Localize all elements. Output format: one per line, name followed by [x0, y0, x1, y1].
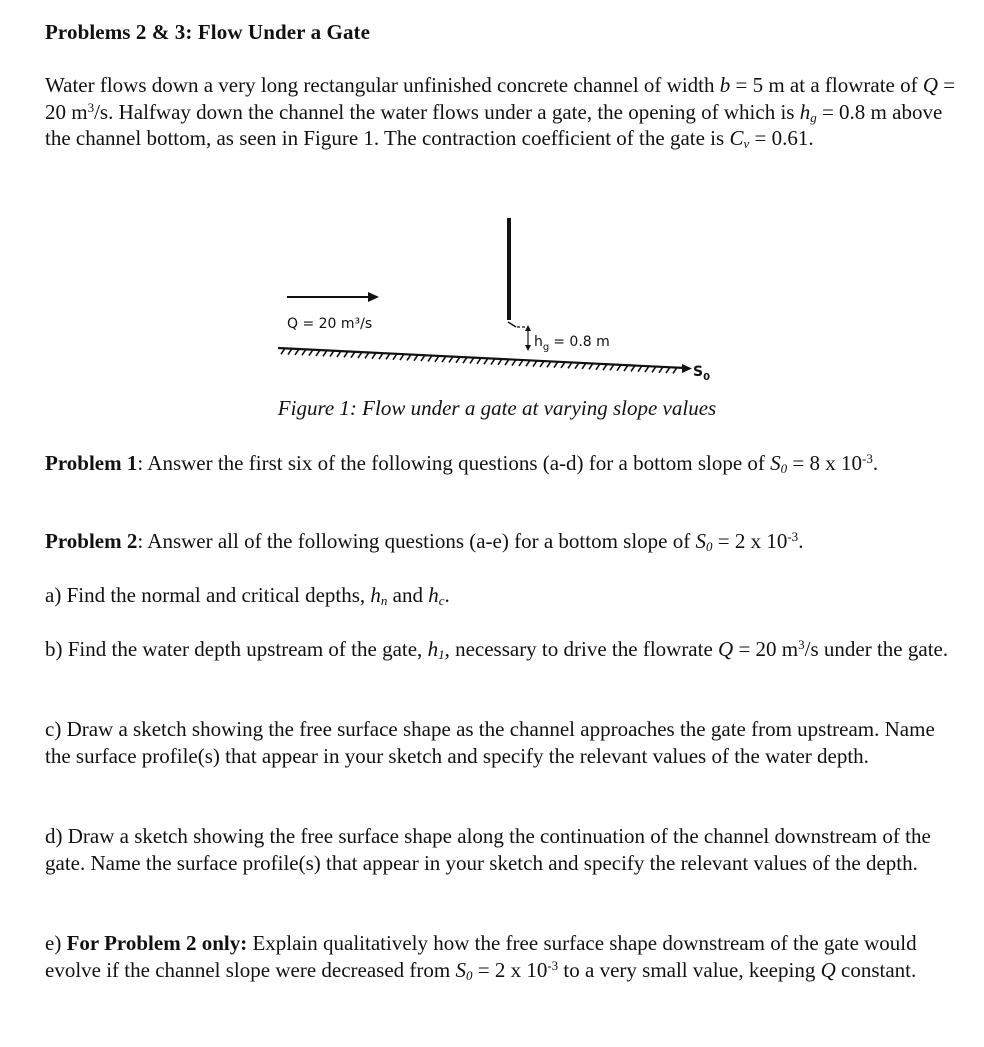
slope-label: $S_0$	[693, 364, 711, 383]
intro-paragraph: Water flows down a very long rectangular unfinished concrete channel of width b = 5 m at a flowrate of Q = 20 $m^3/s$. Halfway down the channel the water flows under a gate, the opening of which is $h_g = 0.8$ m above the channel bottom, as seen in Figure 1. The contraction coefficient of the gate is $C_v = 0.61$.	[45, 73, 956, 151]
problem-1: Problem 1: Answer the first six of the following questions (a-d) for a bottom slope of $S_0 = 8$ x $10^{-3}$.	[45, 451, 879, 476]
figure-caption: Figure 1: Flow under a gate at varying slope values	[277, 396, 717, 420]
question-d: d) Draw a sketch showing the free surface shape along the continuation of the channel downstream of the gate. Name the surface profile(s) that appear in your sketch and specify the relevant values of the depth.	[45, 824, 931, 875]
question-e: e) For Problem 2 only: Explain qualitatively how the free surface shape downstream of the gate would evolve if the channel slope were decreased from $S_0 = 2$ x $10^{-3}$ to a very small value, keeping Q constant.	[45, 931, 917, 983]
slope-arrow-icon	[682, 364, 692, 373]
problem-2: Problem 2: Answer all of the following questions (a-e) for a bottom slope of $S_0 = 2$ x $10^{-3}$.	[45, 529, 804, 554]
question-b: b) Find the water depth upstream of the gate, $h_1$, necessary to drive the flowrate Q = 20 $m^3/s$ under the gate.	[45, 637, 949, 662]
flow-label: Q = 20 m³/s	[287, 316, 373, 332]
gate-opening-label: $h_g = 0.8$ m	[534, 334, 610, 353]
gate-flow-figure	[260, 210, 730, 385]
question-a: a) Find the normal and critical depths, $h_n$ and $h_c$.	[45, 583, 450, 608]
channel-bed	[278, 348, 685, 368]
question-c: c) Draw a sketch showing the free surface shape as the channel approaches the gate from upstream. Name the surface profile(s) that appear in your sketch and specify the relevant values of the water depth.	[45, 717, 935, 768]
gate-opening-dimension	[525, 325, 531, 351]
flow-arrow-icon	[287, 292, 379, 302]
bed-hatching	[281, 348, 677, 373]
page-title: Problems 2 & 3: Flow Under a Gate	[45, 20, 371, 44]
gate	[508, 218, 526, 327]
